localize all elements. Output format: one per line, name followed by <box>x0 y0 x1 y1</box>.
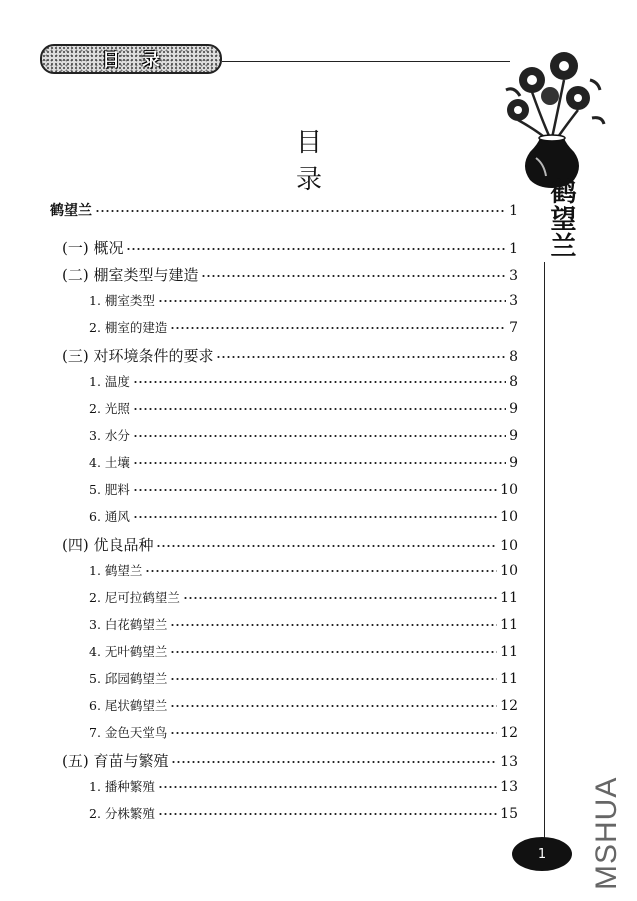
dot-leader <box>170 321 506 334</box>
toc-entry-page-number: 8 <box>509 374 518 390</box>
dot-leader <box>170 699 497 712</box>
dot-leader <box>145 564 497 577</box>
toc-entry-page-number: 12 <box>500 725 518 741</box>
toc-entry-page-number: 10 <box>500 538 518 554</box>
toc-entry-page-number: 9 <box>509 401 518 417</box>
dot-leader <box>201 269 506 282</box>
toc-entry-page-number: 13 <box>500 779 518 795</box>
dot-leader <box>133 429 506 442</box>
dot-leader <box>170 618 497 631</box>
toc-section-entry[interactable] <box>0 237 518 258</box>
toc-entry-page-number: 13 <box>500 754 518 770</box>
toc-entry-label: 4. 无叶鹤望兰 <box>89 644 168 659</box>
dot-leader <box>216 350 506 363</box>
toc-subsection-entry[interactable] <box>0 318 518 336</box>
toc-entry-page-number: 11 <box>500 671 518 687</box>
dot-leader <box>95 204 506 217</box>
toc-chapter-entry[interactable] <box>0 200 518 220</box>
toc-entry-page-number: 15 <box>500 806 518 822</box>
dot-leader <box>183 591 497 604</box>
toc-subsection-entry[interactable] <box>0 723 518 741</box>
toc-section-entry[interactable] <box>0 534 518 555</box>
page-number: 1 <box>512 837 572 871</box>
toc-subsection-entry[interactable] <box>0 291 518 309</box>
toc-entry-label: (四) 优良品种 <box>62 536 154 554</box>
dot-leader <box>171 755 497 768</box>
toc-subsection-entry[interactable] <box>0 615 518 633</box>
toc-entry-page-number: 8 <box>509 349 518 365</box>
side-chapter-label: 鹤望兰 <box>546 178 576 259</box>
toc-entry-label: 3. 水分 <box>89 428 130 443</box>
toc-subsection-entry[interactable] <box>0 372 518 390</box>
toc-entry-page-number: 11 <box>500 590 518 606</box>
toc-entry-label: (二) 棚室类型与建造 <box>62 266 199 284</box>
dot-leader <box>133 510 497 523</box>
toc-entry-label: (五) 育苗与繁殖 <box>62 752 169 770</box>
toc-entry-label: 7. 金色天堂鸟 <box>89 725 168 740</box>
dot-leader <box>170 726 497 739</box>
toc-section-entry[interactable] <box>0 750 518 771</box>
toc-entry-label: 3. 白花鹤望兰 <box>89 617 168 632</box>
toc-subsection-entry[interactable] <box>0 642 518 660</box>
watermark: MSHUA <box>590 776 623 890</box>
dot-leader <box>158 294 506 307</box>
dot-leader <box>158 807 497 820</box>
toc-subsection-entry[interactable] <box>0 669 518 687</box>
toc-entry-label: 6. 尾状鹤望兰 <box>89 698 168 713</box>
dot-leader <box>133 483 497 496</box>
toc-subsection-entry[interactable] <box>0 777 518 795</box>
dot-leader <box>133 375 506 388</box>
toc-entry-label: 1. 温度 <box>89 374 130 389</box>
toc-subsection-entry[interactable] <box>0 453 518 471</box>
toc-entry-page-number: 10 <box>500 563 518 579</box>
toc-entry-label: 5. 肥料 <box>89 482 130 497</box>
dot-leader <box>170 672 497 685</box>
toc-entry-page-number: 11 <box>500 617 518 633</box>
toc-entry-label: 2. 光照 <box>89 401 130 416</box>
dot-leader <box>133 456 506 469</box>
toc-subsection-entry[interactable] <box>0 480 518 498</box>
toc-entry-label: 2. 分株繁殖 <box>89 806 155 821</box>
toc-entry-page-number: 10 <box>500 482 518 498</box>
dot-leader <box>156 539 497 552</box>
toc-entry-label: 6. 通风 <box>89 509 130 524</box>
dot-leader <box>158 780 497 793</box>
toc-entry-label: 2. 尼可拉鹤望兰 <box>89 590 180 605</box>
toc-entry-page-number: 3 <box>509 293 518 309</box>
toc-entry-label: 4. 土壤 <box>89 455 130 470</box>
toc-entry-page-number: 1 <box>509 203 518 219</box>
toc-subsection-entry[interactable] <box>0 804 518 822</box>
toc-entry-page-number: 9 <box>509 428 518 444</box>
toc-entry-label: (三) 对环境条件的要求 <box>62 347 214 365</box>
toc-subsection-entry[interactable] <box>0 399 518 417</box>
toc-subsection-entry[interactable] <box>0 561 518 579</box>
banner-text: 目录 <box>102 50 182 71</box>
dot-leader <box>170 645 497 658</box>
toc-entry-page-number: 3 <box>509 268 518 284</box>
toc-entry-page-number: 1 <box>509 241 518 257</box>
toc-entry-page-number: 10 <box>500 509 518 525</box>
toc-subsection-entry[interactable] <box>0 426 518 444</box>
toc-entry-page-number: 12 <box>500 698 518 714</box>
toc-section-entry[interactable] <box>0 345 518 366</box>
toc-entry-label: 1. 棚室类型 <box>89 293 155 308</box>
toc-section-entry[interactable] <box>0 264 518 285</box>
toc-subsection-entry[interactable] <box>0 507 518 525</box>
toc-entry-label: (一) 概况 <box>62 239 124 257</box>
dot-leader <box>133 402 506 415</box>
toc-entry-label: 鹤望兰 <box>50 203 92 219</box>
page-title: 目 录 <box>295 128 425 195</box>
toc-entry-label: 1. 播种繁殖 <box>89 779 155 794</box>
toc-subsection-entry[interactable] <box>0 696 518 714</box>
toc-entry-label: 1. 鹤望兰 <box>89 563 143 578</box>
toc-entry-page-number: 7 <box>509 320 518 336</box>
toc-entry-label: 2. 棚室的建造 <box>89 320 168 335</box>
toc-subsection-entry[interactable] <box>0 588 518 606</box>
toc-entry-label: 5. 邱园鹤望兰 <box>89 671 168 686</box>
toc-entry-page-number: 9 <box>509 455 518 471</box>
toc-entry-page-number: 11 <box>500 644 518 660</box>
dot-leader <box>126 242 506 255</box>
